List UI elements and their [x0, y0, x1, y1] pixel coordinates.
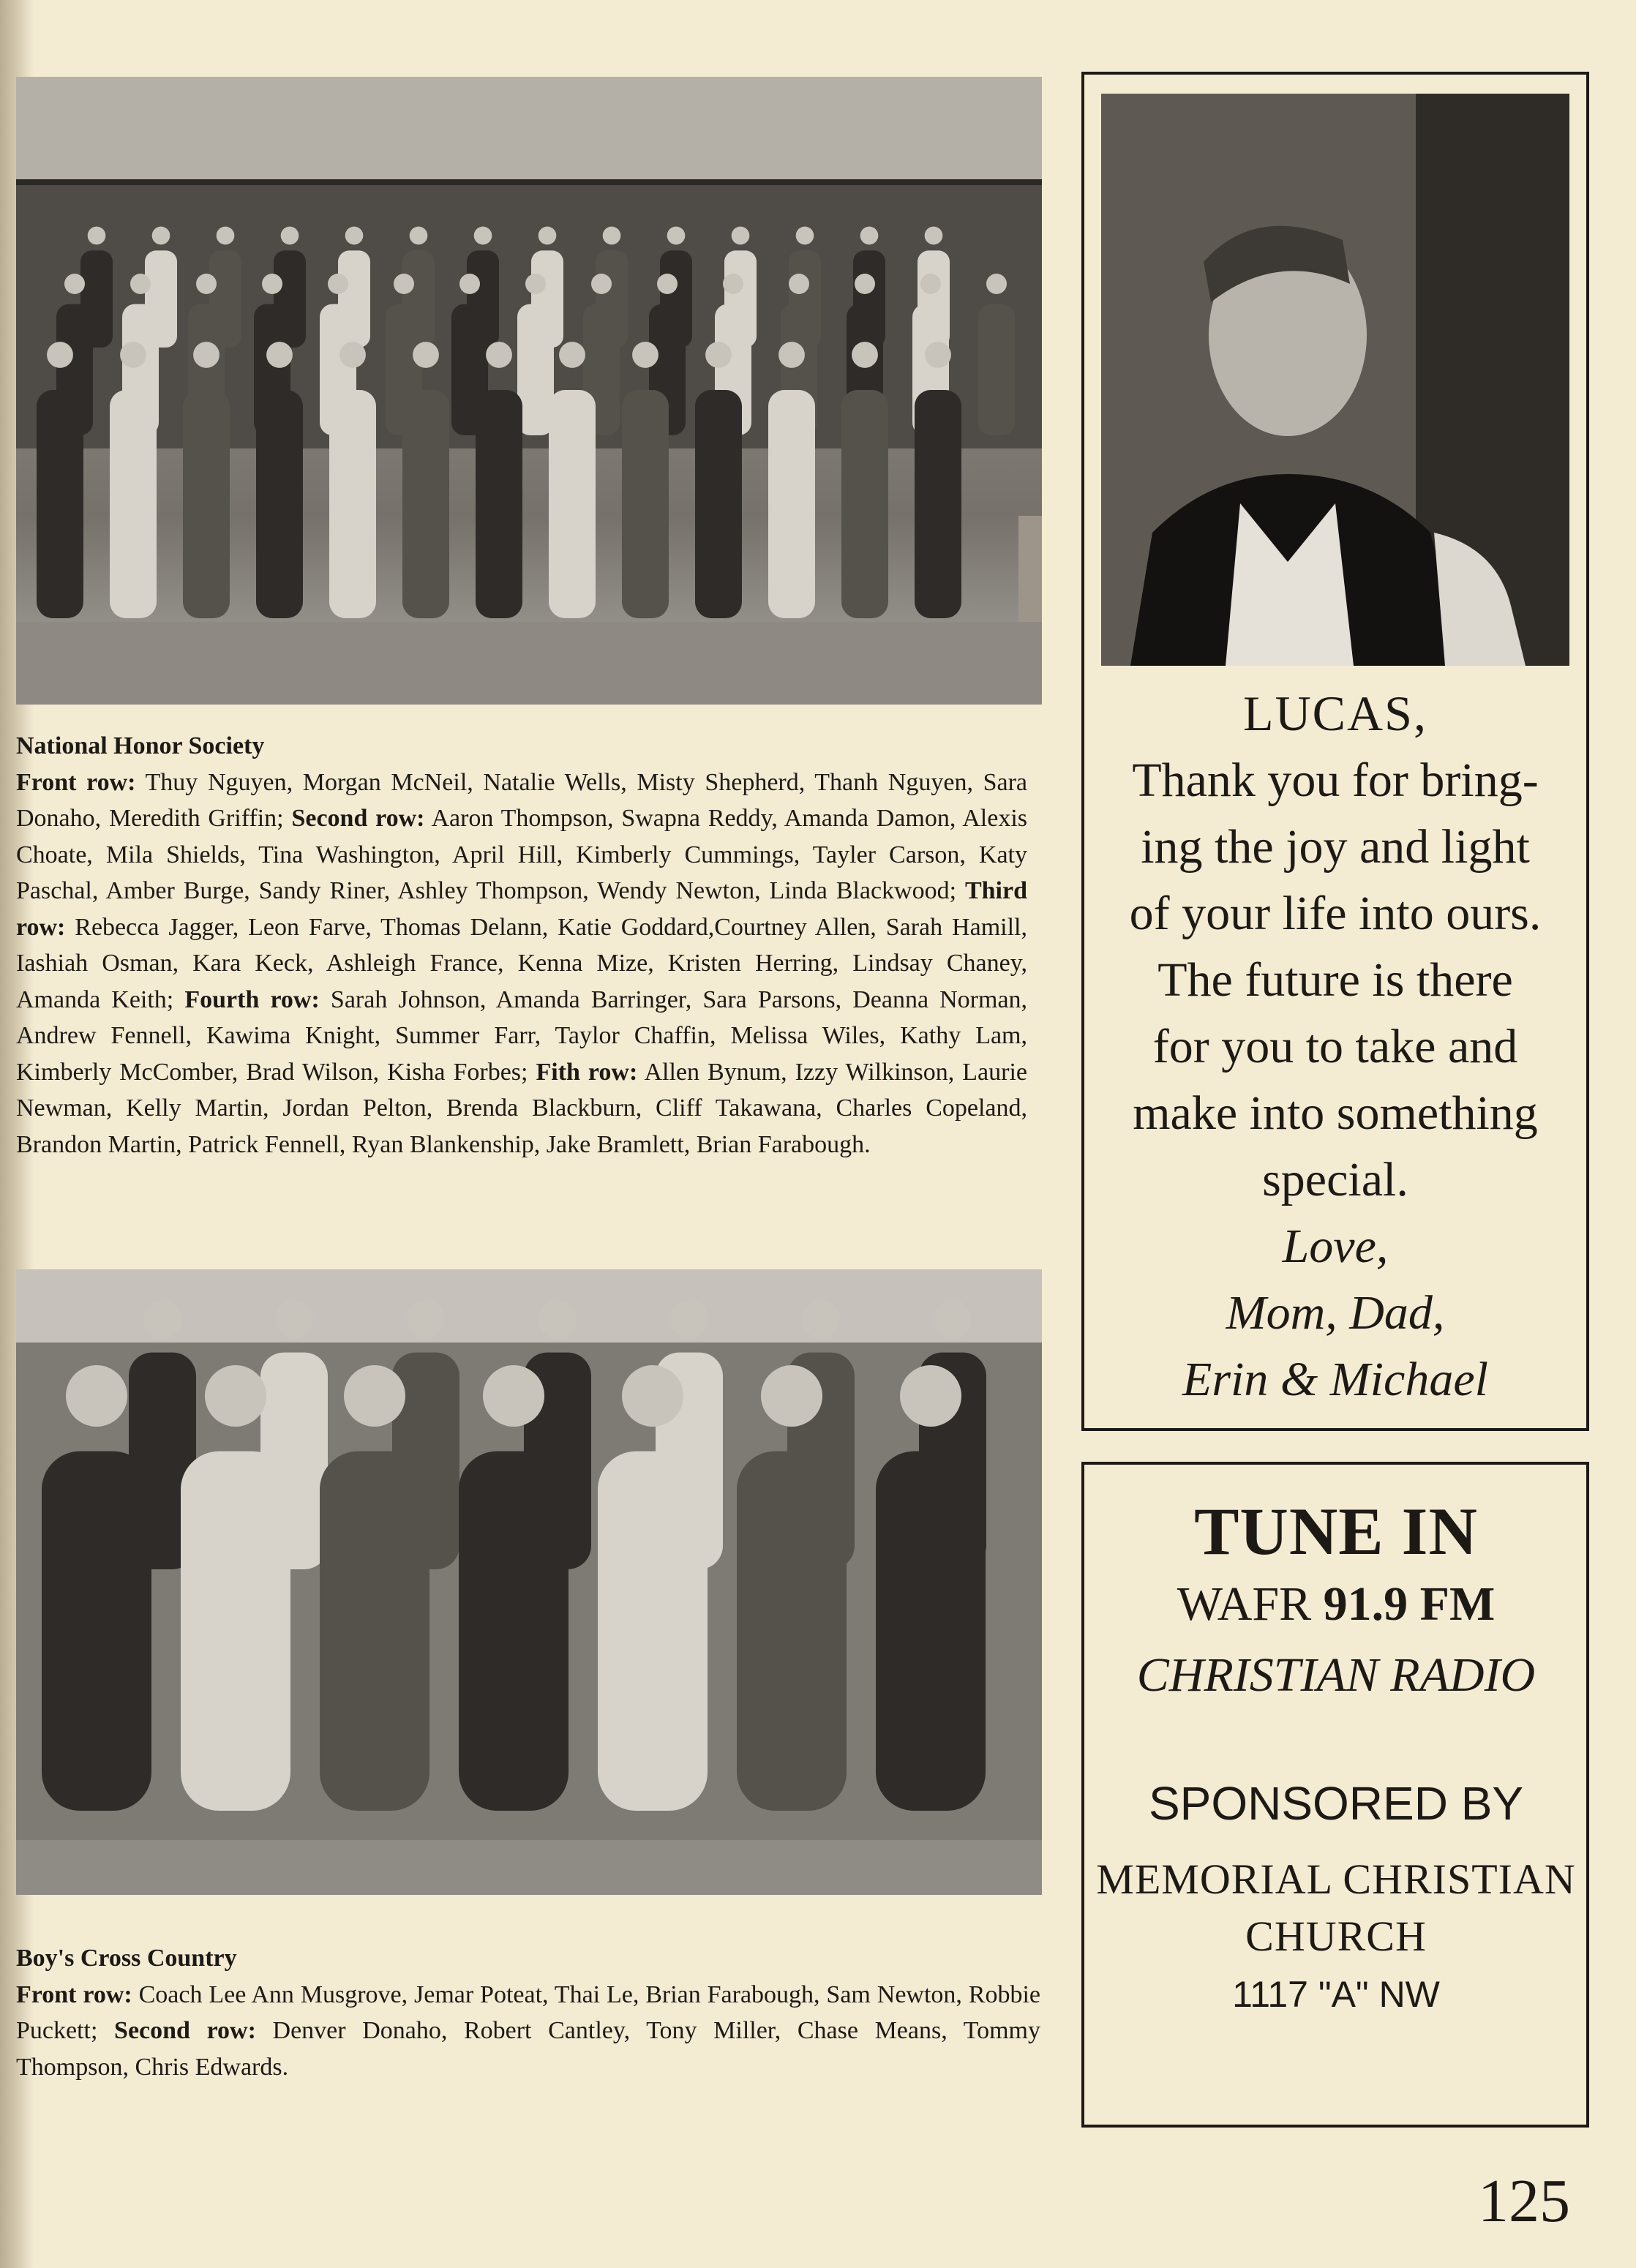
- nhs-row-label: Front row:: [16, 768, 136, 796]
- nhs-row-names: Aaron Thompson, Swapna Reddy, Amanda Damon, Alexis Choate, Mila Shields, Tina Washington, April Hill, Kimberly Cummings, Tayler Carson, Katy Paschal, Amber Burge, Sandy Riner, Ashley Thompson, Wendy Newton, Linda Blackwood;: [16, 805, 1028, 904]
- page-number: 125: [1478, 2167, 1570, 2235]
- nhs-row-names: Thuy Nguyen, Morgan McNeil, Natalie Wells, Misty Shepherd, Thanh Nguyen, Sara Donaho, Meredith Griffin;: [16, 768, 1027, 832]
- nhs-caption-title: National Honor Society: [16, 732, 265, 759]
- radio-ad-headline: TUNE IN: [1194, 1494, 1478, 1569]
- church-name-line: CHURCH: [1245, 1912, 1427, 1960]
- dedication-closing-line: Erin & Michael: [1182, 1353, 1488, 1406]
- nhs-row-names: Allen Bynum, Izzy Wilkinson, Laurie Newman, Kelly Martin, Jordan Pelton, Brenda Blackburn, Cliff Takawana, Charles Copeland, Brandon Martin, Patrick Fennell, Ryan Blankenship, Jake Bramlett, Brian Farabough.: [16, 1058, 1028, 1158]
- cross-country-row-label: Second row:: [114, 2017, 256, 2044]
- dedication-message-line: for you to take and: [1152, 1020, 1518, 1073]
- radio-ad-sponsor-label: SPONSORED BY: [1148, 1777, 1524, 1830]
- nhs-row-label: Fith row:: [536, 1058, 638, 1086]
- cross-country-row-names: Denver Donaho, Robert Cantley, Tony Miller, Chase Means, Tommy Thompson, Chris Edwards.: [16, 2017, 1040, 2081]
- cross-country-caption: [16, 1940, 1040, 2085]
- nhs-row-label: Second row:: [291, 805, 425, 832]
- dedication-name: LUCAS,: [1243, 686, 1427, 741]
- cross-country-row-names: Coach Lee Ann Musgrove, Jemar Poteat, Thai Le, Brian Farabough, Sam Newton, Robbie Puckett;: [16, 1980, 1040, 2044]
- dedication-message-line: special.: [1262, 1153, 1408, 1206]
- nhs-row-label: Third row:: [16, 877, 1028, 941]
- radio-station-frequency: 91.9 FM: [1323, 1577, 1496, 1631]
- cross-country-caption-title: Boy's Cross Country: [16, 1945, 237, 1972]
- dedication-closing-line: Mom, Dad,: [1226, 1286, 1445, 1340]
- dedication-message-line: The future is there: [1157, 953, 1513, 1007]
- radio-ad-address: 1117 "A" NW: [1232, 1974, 1440, 2015]
- dedication-message-line: make into something: [1133, 1086, 1538, 1140]
- radio-station-call-sign: WAFR: [1177, 1577, 1312, 1631]
- nhs-row-label: Fourth row:: [184, 985, 320, 1013]
- dedication-message-line: Thank you for bring-: [1132, 754, 1539, 807]
- senior-portrait-photo: [1101, 94, 1569, 666]
- cross-country-row-label: Front row:: [16, 1980, 132, 2008]
- nhs-row-names: Rebecca Jagger, Leon Farve, Thomas Delann, Katie Goddard,Courtney Allen, Sarah Hamill, Iashiah Osman, Kara Keck, Ashleigh France, Kenna Mize, Kristen Herring, Lindsay Chaney, Amanda Keith;: [16, 913, 1027, 1013]
- radio-ad-format: CHRISTIAN RADIO: [1136, 1648, 1536, 1702]
- dedication-text: [1101, 680, 1569, 1413]
- radio-ad-station: [1089, 1577, 1583, 1632]
- dedication-closing-line: Love,: [1282, 1220, 1389, 1273]
- church-name-line: MEMORIAL CHRISTIAN: [1096, 1855, 1576, 1903]
- dedication-message-line: of your life into ours.: [1129, 887, 1542, 940]
- nhs-group-photo: [16, 77, 1042, 705]
- nhs-row-names: Sarah Johnson, Amanda Barringer, Sara Parsons, Deanna Norman, Andrew Fennell, Kawima Knight, Summer Farr, Taylor Chaffin, Melissa Wiles, Kathy Lam, Kimberly McComber, Brad Wilson, Kisha Forbes;: [16, 985, 1028, 1086]
- cross-country-team-photo: [16, 1269, 1042, 1895]
- dedication-message-line: ing the joy and light: [1141, 820, 1530, 874]
- radio-ad-church-name: [1089, 1851, 1583, 1965]
- nhs-caption: [16, 728, 1027, 1163]
